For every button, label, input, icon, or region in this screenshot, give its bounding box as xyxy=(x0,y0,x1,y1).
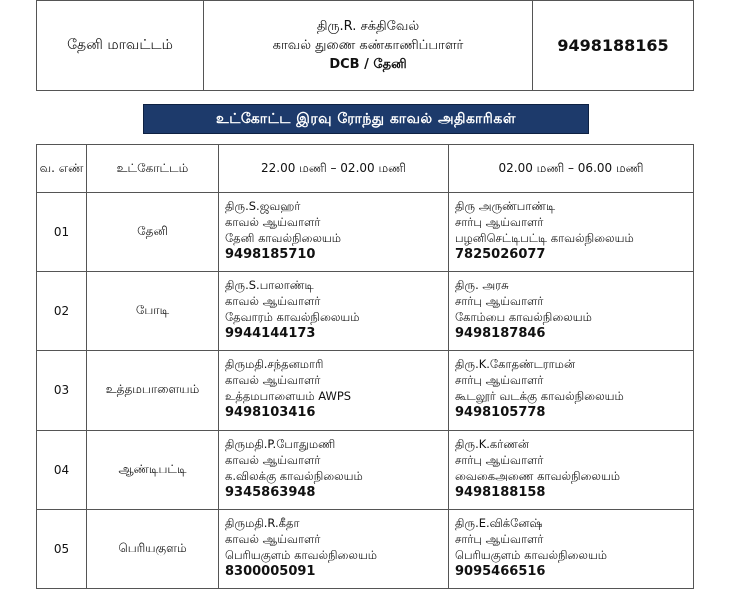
header-sno: வ. எண் xyxy=(37,145,87,193)
officer-name: திருமதி.சந்தனமாரி xyxy=(225,357,324,372)
header-shift2: 02.00 மணி – 06.00 மணி xyxy=(449,145,694,193)
table-row xyxy=(37,509,694,588)
officer-station: பழனிசெட்டிபட்டி காவல்நிலையம் xyxy=(455,231,634,245)
officer-phone: 9498185710 xyxy=(225,247,316,262)
shift2-officer xyxy=(449,509,694,588)
table-header-row xyxy=(37,145,694,193)
section-banner: உட்கோட்ட இரவு ரோந்து காவல் அதிகாரிகள் xyxy=(143,104,589,134)
row-subdivision: தேனி xyxy=(87,193,219,272)
officer-name: திரு.R. சக்திவேல் xyxy=(316,19,420,34)
officer-designation: காவல் துணை கண்காணிப்பாளர் xyxy=(272,38,464,53)
row-subdivision: ஆண்டிபட்டி xyxy=(87,430,219,509)
row-subdivision: உத்தமபாளையம் xyxy=(87,351,219,430)
officer-designation: காவல் ஆய்வாளர் xyxy=(225,215,321,229)
officer-station: க.விலக்கு காவல்நிலையம் xyxy=(225,468,363,483)
officer-station: தேவாரம் காவல்நிலையம் xyxy=(225,310,360,325)
district-name: தேனி மாவட்டம் xyxy=(37,1,204,91)
officer-designation: சார்பு ஆய்வாளர் xyxy=(455,215,544,229)
officer-phone: 9095466516 xyxy=(455,563,546,579)
officer-station: வைகைஅணை காவல்நிலையம் xyxy=(455,468,621,483)
officer-designation: காவல் ஆய்வாளர் xyxy=(225,373,321,388)
officer-name: திரு.E.விக்னேஷ் xyxy=(455,515,543,530)
officer-name: திருமதி.R.கீதா xyxy=(225,515,300,530)
officer-phone: 9944144173 xyxy=(225,326,316,342)
table-row xyxy=(37,351,694,430)
officer-station: கோம்பை காவல்நிலையம் xyxy=(455,310,592,325)
night-patrol-table xyxy=(36,144,694,589)
officer-phone: 9498187846 xyxy=(455,326,546,342)
officer-station: தேனி காவல்நிலையம் xyxy=(225,231,342,245)
shift2-officer xyxy=(449,351,694,430)
table-row xyxy=(37,430,694,509)
shift1-officer xyxy=(219,193,449,272)
officer-station: பெரியகுளம் காவல்நிலையம் xyxy=(455,547,608,562)
shift2-officer xyxy=(449,272,694,351)
shift1-officer xyxy=(219,272,449,351)
officer-designation: சார்பு ஆய்வாளர் xyxy=(455,294,544,309)
officer-phone: 9498103416 xyxy=(225,405,316,421)
officer-phone: 9498105778 xyxy=(455,405,546,421)
shift1-officer xyxy=(219,351,449,430)
officer-name: திருமதி.P.போதுமணி xyxy=(225,436,336,451)
officer-station: பெரியகுளம் காவல்நிலையம் xyxy=(225,547,378,562)
officer-designation: சார்பு ஆய்வாளர் xyxy=(455,531,544,546)
officer-designation: சார்பு ஆய்வாளர் xyxy=(455,452,544,467)
row-sno: 04 xyxy=(37,430,87,509)
officer-designation: காவல் ஆய்வாளர் xyxy=(225,531,321,546)
officer-station: கூடலூர் வடக்கு காவல்நிலையம் xyxy=(455,389,624,404)
officer-name: திரு அருண்பாண்டி xyxy=(455,199,556,213)
header-subdivision: உட்கோட்டம் xyxy=(87,145,219,193)
officer-name: திரு.K.கர்ணன் xyxy=(455,436,530,451)
officer-unit: DCB / தேனி xyxy=(329,57,407,72)
officer-station: உத்தமபாளையம் AWPS xyxy=(225,389,352,404)
officer-designation: காவல் ஆய்வாளர் xyxy=(225,452,321,467)
officer-designation: சார்பு ஆய்வாளர் xyxy=(455,373,544,388)
table-row xyxy=(37,272,694,351)
shift2-officer xyxy=(449,430,694,509)
dsp-info-row xyxy=(37,1,694,91)
officer-phone: 7825026077 xyxy=(455,247,546,262)
officer-name: திரு.K.கோதண்டராமன் xyxy=(455,357,576,372)
officer-phone: 9498188158 xyxy=(455,484,546,500)
header-shift1: 22.00 மணி – 02.00 மணி xyxy=(219,145,449,193)
officer-phone: 8300005091 xyxy=(225,563,316,579)
officer-phone: 9345863948 xyxy=(225,484,316,500)
table-row xyxy=(37,193,694,272)
shift2-officer xyxy=(449,193,694,272)
dsp-info-table xyxy=(36,0,694,91)
row-sno: 01 xyxy=(37,193,87,272)
row-subdivision: போடி xyxy=(87,272,219,351)
officer-name: திரு. அரசு xyxy=(455,278,509,293)
officer-name: திரு.S.ஜவஹர் xyxy=(225,199,301,213)
officer-block xyxy=(204,1,533,91)
officer-phone: 9498188165 xyxy=(533,1,694,91)
officer-name: திரு.S.பாலாண்டி xyxy=(225,278,314,293)
row-sno: 02 xyxy=(37,272,87,351)
row-subdivision: பெரியகுளம் xyxy=(87,509,219,588)
row-sno: 05 xyxy=(37,509,87,588)
row-sno: 03 xyxy=(37,351,87,430)
shift1-officer xyxy=(219,509,449,588)
shift1-officer xyxy=(219,430,449,509)
officer-designation: காவல் ஆய்வாளர் xyxy=(225,294,321,309)
